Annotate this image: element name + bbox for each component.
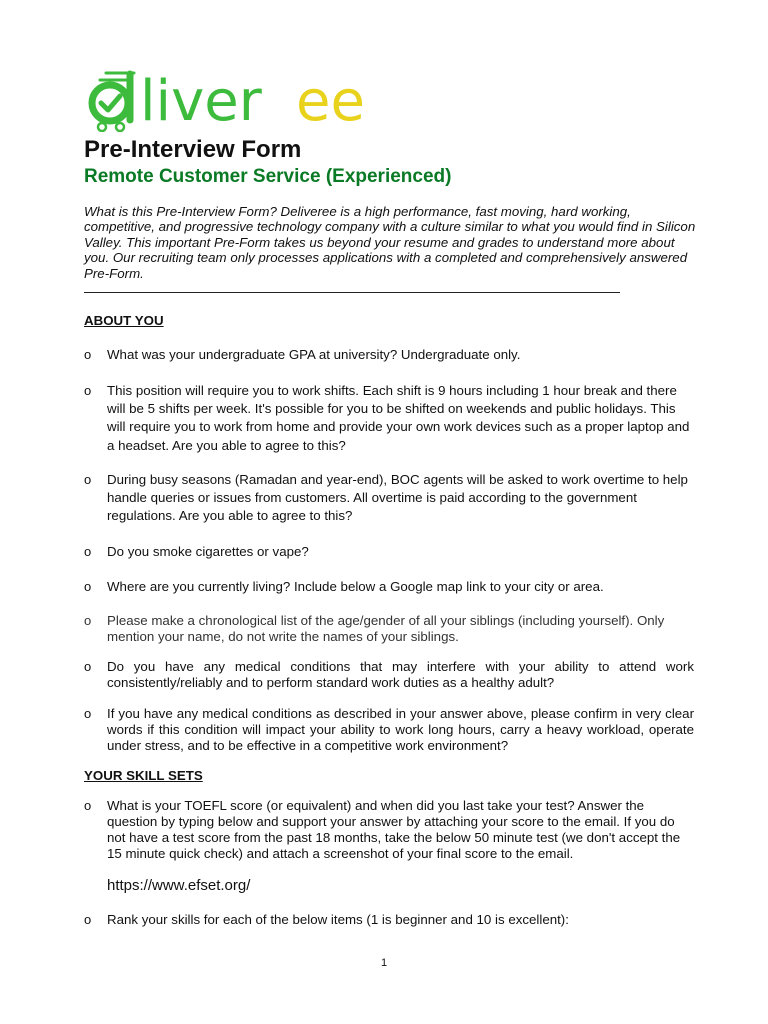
logo-graphic: [86, 70, 386, 132]
question-text: If you have any medical conditions as described in your answer above, please confirm in very clear words if this condition will impact your ability to work long hours, carry a heavy workload, operate under stress, and to be effective in a competitive work environment?: [107, 706, 694, 753]
bullet-marker: o: [84, 347, 92, 362]
question-item: [84, 613, 694, 645]
question-item: [84, 659, 694, 691]
question-text: Where are you currently living? Include below a Google map link to your city or area.: [107, 579, 604, 594]
bullet-marker: o: [84, 912, 92, 927]
question-text: Do you smoke cigarettes or vape?: [107, 544, 309, 559]
question-text: What is your TOEFL score (or equivalent) and when did you last take your test? Answer the question by typing below and support your answer by attaching your score to the email. If you do not have a test score from the past 18 months, take the below 50 minute test (we don't accept the 15 minute quick check) and attach a screenshot of your final score to the email.: [107, 798, 681, 861]
question-text: During busy seasons (Ramadan and year-end), BOC agents will be asked to work overtime to help handle queries or issues from customers. All overtime is paid according to the government regulations. Are you able to agree to this?: [107, 472, 688, 524]
bullet-marker: o: [84, 472, 92, 487]
deliveree-logo: [86, 70, 386, 132]
question-item: [84, 911, 694, 929]
question-text: Please make a chronological list of the age/gender of all your siblings (including yourself). Only mention your name, do not write the names of your siblings.: [107, 613, 665, 644]
bullet-marker: o: [84, 579, 92, 594]
question-item: [84, 578, 694, 596]
bullet-marker: o: [84, 798, 92, 813]
question-text: What was your undergraduate GPA at university? Undergraduate only.: [107, 347, 521, 362]
question-item: [84, 798, 694, 862]
question-item: [84, 543, 694, 561]
question-text: Rank your skills for each of the below items (1 is beginner and 10 is excellent):: [107, 912, 569, 927]
section-heading-about-you: ABOUT YOU: [84, 313, 164, 328]
divider-line: [84, 292, 620, 293]
page-title: Pre-Interview Form: [84, 136, 302, 163]
page-subtitle: Remote Customer Service (Experienced): [84, 166, 452, 187]
question-item: [84, 471, 694, 526]
question-item: [84, 382, 694, 455]
question-item: [84, 706, 694, 754]
svg-text:ee: ee: [296, 70, 365, 132]
bullet-marker: o: [84, 659, 92, 674]
question-text: This position will require you to work shifts. Each shift is 9 hours including 1 hour break and there will be 5 shifts per week. It's possible for you to be shifted on weekends and public holidays. This will require you to work from home and provide your own work devices such as a proper laptop and a headset. Are you able to agree to this?: [107, 383, 690, 453]
bullet-marker: o: [84, 544, 92, 559]
page-number: 1: [380, 957, 388, 969]
bullet-marker: o: [84, 383, 92, 398]
intro-paragraph: What is this Pre-Interview Form? Deliveree is a high performance, fast moving, hard working, competitive, and progressive technology company with a culture similar to what you would find in Silicon Valley. This important Pre-Form takes us beyond your resume and grades to understand more about you. Our recruiting team only processes applications with a completed and comprehensively answered Pre-Form.: [84, 204, 696, 281]
question-text: Do you have any medical conditions that may interfere with your ability to attend work consistently/reliably and to perform standard work duties as a healthy adult?: [107, 659, 694, 690]
bullet-marker: o: [84, 613, 92, 628]
section-heading-skill-sets: YOUR SKILL SETS: [84, 768, 203, 783]
bullet-marker: o: [84, 706, 92, 721]
question-item: [84, 346, 694, 364]
svg-text:liver: liver: [140, 70, 262, 132]
efset-test-link[interactable]: https://www.efset.org/: [107, 877, 251, 894]
